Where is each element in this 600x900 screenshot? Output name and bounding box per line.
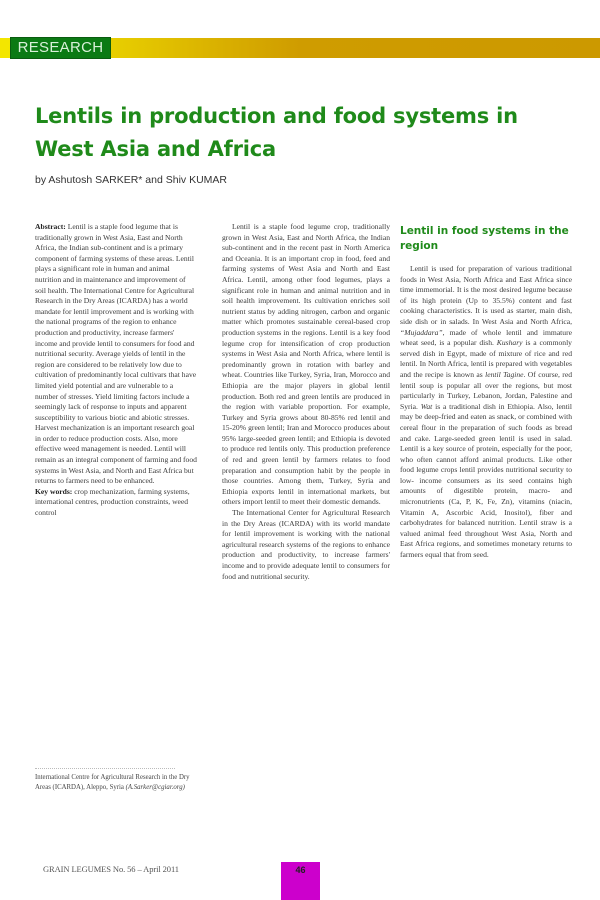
author-footnote (35, 773, 205, 793)
abstract-label: Abstract: (35, 222, 66, 231)
dish-name: Wat (420, 401, 433, 411)
text-run: Lentil is used for preparation of various traditional foods in West Asia, North Africa and East Africa since time immemorial. It is the most desired legume because of its high protein (Up to 35.5%) content and fast cooking characteristics. It is used as starter, main dish, side dish or in salads. In West Asia and North Africa, (400, 264, 572, 326)
text-run: , made of whole lentil and immature wheat seed, is a popular dish. (400, 327, 572, 348)
keywords-label: Key words: (35, 486, 73, 496)
body-paragraph (400, 264, 572, 561)
page-number: 46 (281, 862, 320, 900)
keywords-text: crop mechanization, farming systems, international centres, production constraints, weed control (35, 486, 190, 518)
abstract-column (35, 222, 197, 519)
text-run: is a traditional dish in Ethiopia. Also, lentil may be deep-fried and eaten as snack, or combined with cereal flour in the preparation of such foods as bread and cake. Large-seeded green lentil is used in salad. Lentil is a key source of protein, especially for the poor, who often cannot afford animal products. Like other food legume crops lentil provides nutritional security to low- income consumers as its seed contains high amounts of digestible protein, macro- and micronutrients (Ca, P, K, Fe, Zn), vitamins (niacin, Vitamin A, Ascorbic Acid, Inositol), fiber and carbohydrates for balanced nutrition. Lentil straw is a valued animal feed throughout West Asia, North and East Africa regions, and sometimes monetary returns to farmers equal that from seed. (400, 401, 572, 560)
section-heading: Lentil in food systems in the region (400, 225, 569, 252)
abstract (35, 222, 197, 487)
text-run: is a commonly served dish in Egypt, made of mixture of rice and red lentil. In North Africa, lentil is prepared with vegetables and the recipe is known as (400, 338, 572, 379)
body-column-middle (222, 222, 390, 582)
author-email[interactable]: (A.Sarker@cgiar.org) (125, 784, 185, 791)
dish-name: lentil Tagine (485, 369, 524, 379)
text-run: . Of course, red lentil soup is popular all over the regions, but most particularly in Turkey, Lebanon, Jordan, Palestine and Syria. (400, 369, 572, 411)
body-paragraph: The International Center for Agricultural Research in the Dry Areas (ICARDA) with its world mandate for lentil improvement is working with the national agricultural research systems of the regions to enhance production and productivity, to increase farmers' income and to provide adequate lentil to consumers for food and nutritional security. (222, 508, 390, 581)
section-tag: RESEARCH (10, 37, 111, 59)
article-byline: by Ashutosh SARKER* and Shiv KUMAR (35, 174, 228, 186)
keywords (35, 487, 197, 519)
dish-name: “Mujaddara” (400, 327, 443, 337)
body-column-right (400, 222, 572, 561)
footnote-divider (35, 768, 175, 769)
journal-footer: GRAIN LEGUMES No. 56 – April 2011 (43, 864, 179, 874)
dish-name: Kushary (496, 338, 523, 348)
body-paragraph: Lentil is a staple food legume crop, traditionally grown in West Asia, East and North Africa, the Indian sub-continent and in the recent past in North America and Oceania. It is an important crop in food, feed and farming systems of West Asia and North and East Africa. Lentil, among other food legumes, plays a significant role in human and animal nutrition and in soil health improvement. Its cultivation enriches soil nutrient status by adding nitrogen, carbon and organic matter which promotes sustainable cereal-based crop production systems in the regions. Lentil is a key food legume crop for intensification of crop production systems in West Asia and North Africa, where lentil is predominantly grown in rotation with barley and wheat. Countries like Turkey, Syria, Iran, Morocco and Ethiopia are the major players in global lentil production. Both red and green lentils are produced in the region with variable proportion. For example, Turkey and Syria grows about 80-85% red lentil and 15-20% green lentil; Iran and Morocco produces about 95% large-seeded green lentil; and Ethiopia is devoted to produce red lentils only. This production preference of red and green lentil by farmers relates to food preparation and consumption habit by the people in those countries. Among them, Turkey, Syria and Ethiopia exports lentil in international markets, but others import lentil to meet their domestic demands. (222, 222, 390, 507)
author-affiliation: International Centre for Agricultural Research in the Dry Areas (ICARDA), Aleppo, Syria (35, 774, 190, 791)
article-title: Lentils in production and food systems in West Asia and Africa (35, 104, 518, 161)
abstract-text: Lentil is a staple food legume that is traditionally grown in West Asia, East and North Africa, the Indian sub-continent and is a primary component of farming systems of these areas. Lentil plays a significant role in human and animal nutrition and in maintenance and improvement of soil health. The International Centre for Agricultural Research in the Dry Areas (ICARDA) has a world mandate for lentil improvement and is working with the national programs of the region to enhance production and productivity, increase farmers' income and provide lentil to consumers for food and nutritional security. Average yields of lentil in the region are considered to be relatively low due to cultivation of predominantly local cultivars that have limited yield potential and are vulnerable to a number of stresses. Yield limiting factors include a seemingly lack of response to inputs and apparent susceptibility to various biotic and abiotic stresses. Harvest mechanization is an important research goal in order to reduce production costs. Also, more effective weed management is needed. Lentil will remain as an integral component of farming and food systems in West Asia, and North and East Africa but returns to farmers need to be enhanced. (35, 222, 197, 486)
